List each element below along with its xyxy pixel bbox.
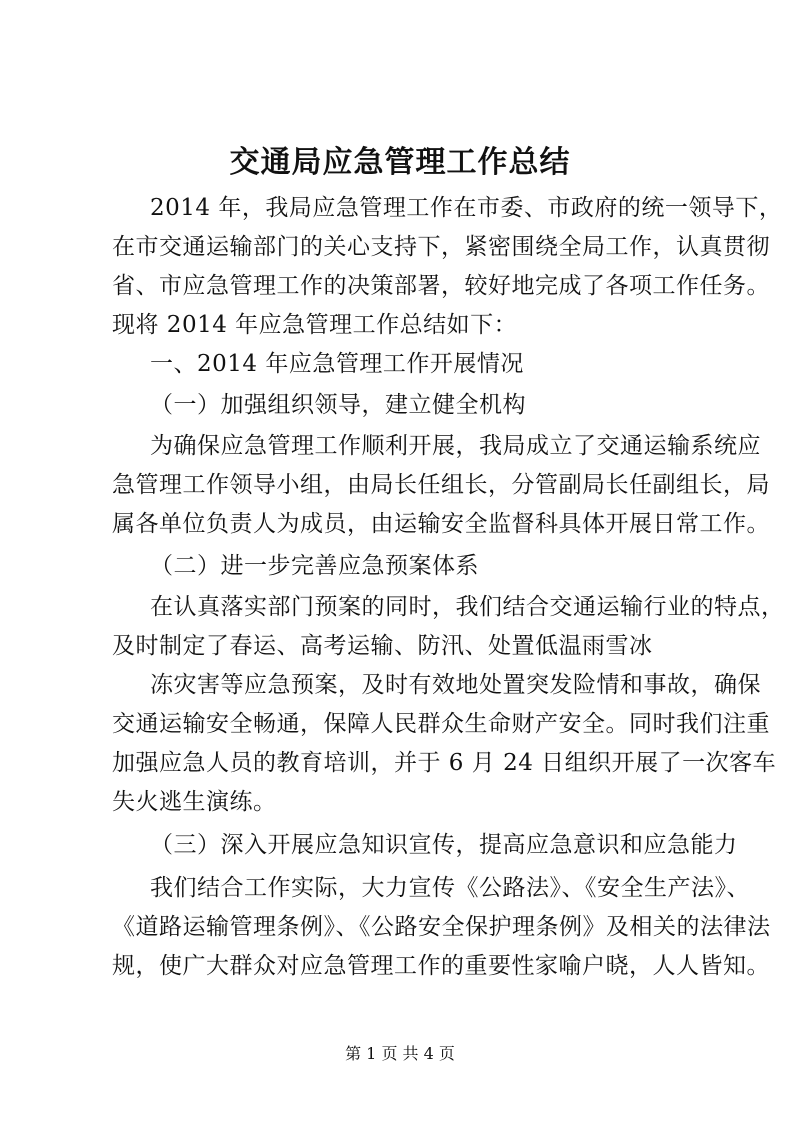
- subsection-heading: （一）加强组织领导，建立健全机构: [150, 392, 526, 418]
- paragraph-line: 急管理工作领导小组，由局长任组长，分管副局长任副组长，局: [112, 472, 770, 498]
- paragraph-line: 为确保应急管理工作顺利开展，我局成立了交通运输系统应: [150, 433, 761, 459]
- paragraph-line: 属各单位负责人为成员，由运输安全监督科具体开展日常工作。: [112, 511, 770, 537]
- subsection-heading: （二）进一步完善应急预案体系: [150, 553, 479, 579]
- paragraph-line: 在认真落实部门预案的同时，我们结合交通运输行业的特点，: [150, 594, 785, 620]
- paragraph-line: 加强应急人员的教育培训，并于 6 月 24 日组织开展了一次客车: [112, 750, 777, 776]
- paragraph-line: 在市交通运输部门的关心支持下，紧密围绕全局工作，认真贯彻: [112, 234, 770, 260]
- paragraph-line: 《道路运输管理条例》、《公路安全保护理条例》及相关的法律法: [112, 914, 771, 940]
- section-heading: 一、2014 年应急管理工作开展情况: [150, 351, 524, 377]
- paragraph-line: 省、市应急管理工作的决策部署，较好地完成了各项工作任务。: [112, 273, 770, 299]
- document-title: 交通局应急管理工作总结: [229, 145, 571, 180]
- paragraph-line: 失火逃生演练。: [112, 789, 277, 815]
- paragraph-line: 2014 年，我局应急管理工作在市委、市政府的统一领导下，: [150, 195, 783, 221]
- paragraph-line: 冻灾害等应急预案，及时有效地处置突发险情和事故，确保: [150, 672, 761, 698]
- subsection-heading: （三）深入开展应急知识宣传，提高应急意识和应急能力: [150, 832, 738, 858]
- paragraph-line: 规，使广大群众对应急管理工作的重要性家喻户晓，人人皆知。: [112, 953, 770, 979]
- paragraph-line: 及时制定了春运、高考运输、防汛、处置低温雨雪冰: [112, 633, 653, 659]
- paragraph-line: 交通运输安全畅通，保障人民群众生命财产安全。同时我们注重: [112, 711, 770, 737]
- page-footer: 第 1 页 共 4 页: [345, 1044, 455, 1063]
- paragraph-line: 现将 2014 年应急管理工作总结如下：: [112, 312, 518, 338]
- paragraph-line: 我们结合工作实际，大力宣传《公路法》、《安全生产法》、: [150, 875, 750, 901]
